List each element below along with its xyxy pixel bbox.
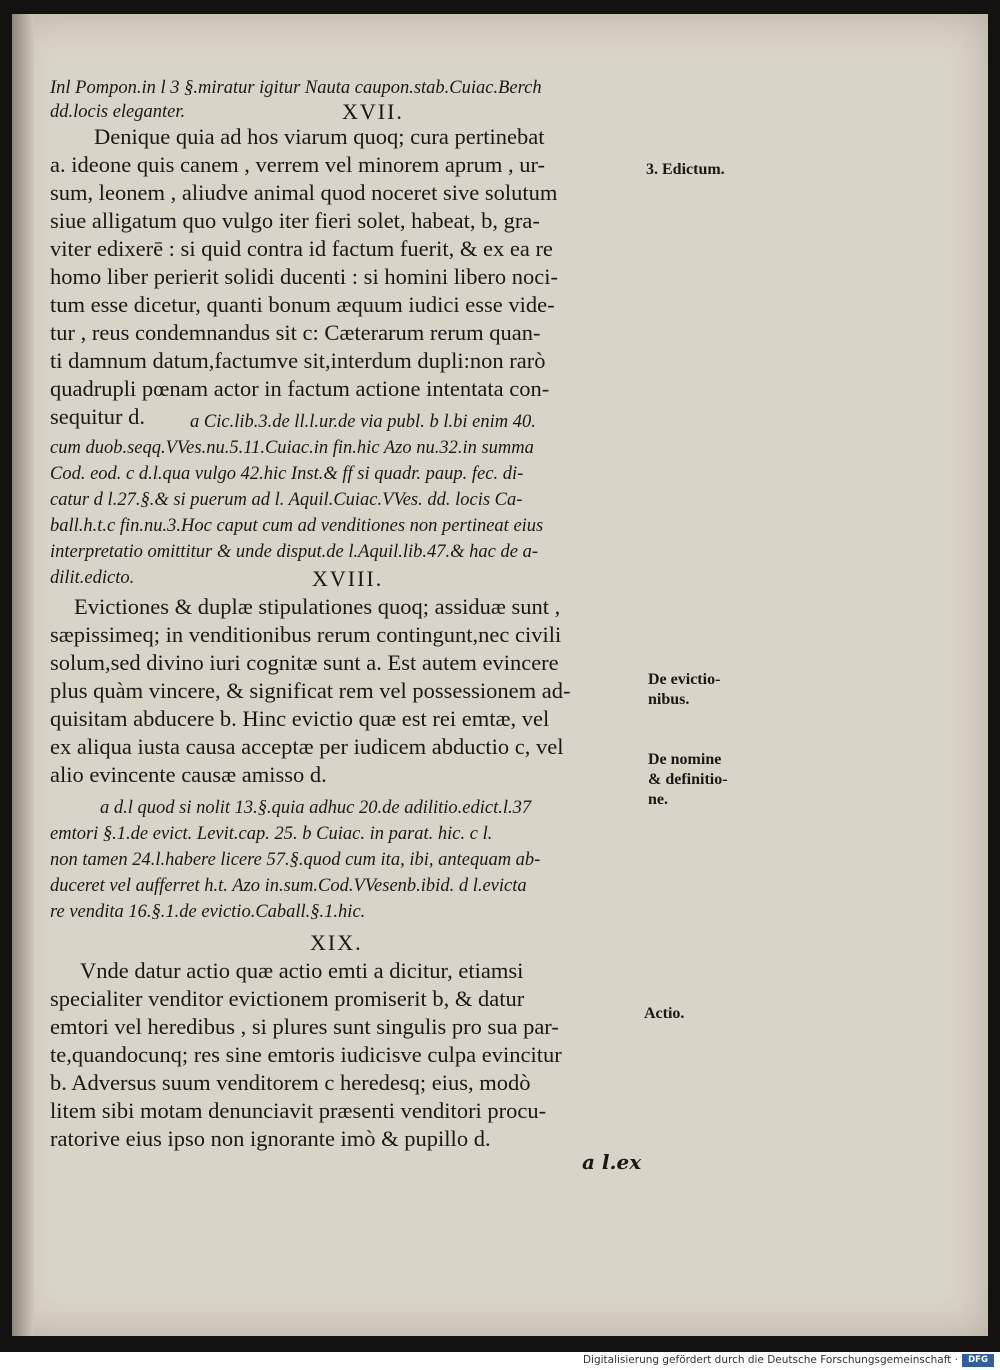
body-line: sequitur d. bbox=[50, 404, 145, 429]
body-line: ex aliqua iusta causa acceptæ per iudicem abductio c, vel bbox=[50, 734, 564, 759]
body-line: quisitam abducere b. Hinc evictio quæ est rei emtæ, vel bbox=[50, 706, 550, 731]
body-line: emtori vel heredibus , si plures sunt singulis pro sua par- bbox=[50, 1014, 559, 1039]
margin-note-nomine: De nomine & definitio- ne. bbox=[648, 751, 728, 808]
body-line: Vnde datur actio quæ actio emti a dicitur, etiamsi bbox=[80, 958, 524, 983]
body-line: solum,sed divino iuri cognitæ sunt a. Est autem evincere bbox=[50, 650, 559, 675]
footnote-line: duceret vel aufferret h.t. Azo in.sum.Cod.VVesenb.ibid. d l.evicta bbox=[50, 876, 527, 896]
body-line: tum esse dicetur, quanti bonum æquum iudici esse vide- bbox=[50, 292, 555, 317]
margin-note-edictum: 3. Edictum. bbox=[646, 161, 725, 178]
footnote-line: non tamen 24.l.habere licere 57.§.quod cum ita, ibi, antequam ab- bbox=[50, 850, 541, 870]
body-line: b. Adversus suum venditorem c heredesq; eius, modò bbox=[50, 1070, 531, 1095]
margin-note-evictio: De evictio- nibus. bbox=[648, 671, 721, 708]
page-binding-shadow bbox=[12, 14, 34, 1336]
body-line: sum, leonem , aliudve animal quod noceret sive solutum bbox=[50, 180, 558, 205]
margin-note-actio: Actio. bbox=[644, 1005, 685, 1022]
body-line: te,quandocunq; res sine emtoris iudicisve culpa evincitur bbox=[50, 1042, 562, 1067]
section-heading-18: XVIII. bbox=[312, 566, 384, 591]
body-line: sæpissimeq; in venditionibus rerum contingunt,nec civili bbox=[50, 622, 562, 647]
section-heading-19: XIX. bbox=[310, 930, 363, 955]
body-line: ti damnum datum,factumve sit,interdum dupli:non rarò bbox=[50, 348, 546, 373]
body-line: specialiter venditor evictionem promiserit b, & datur bbox=[50, 986, 525, 1011]
footnote-line: cum duob.seqq.VVes.nu.5.11.Cuiac.in fin.hic Azo nu.32.in summa bbox=[50, 438, 534, 458]
footnote-line: a d.l quod si nolit 13.§.quia adhuc 20.de adilitio.edict.l.37 bbox=[100, 798, 532, 818]
catchword: a l.ex bbox=[582, 1150, 642, 1174]
header-note-line: Inl Pompon.in l 3 §.miratur igitur Nauta caupon.stab.Cuiac.Berch bbox=[50, 78, 542, 98]
body-line: alio evincente causæ amisso d. bbox=[50, 762, 327, 787]
body-line: tur , reus condemnandus sit c: Cæterarum rerum quan- bbox=[50, 320, 541, 345]
digitization-footer bbox=[0, 1352, 1000, 1370]
footnote-line: dilit.edicto. bbox=[50, 568, 135, 588]
footnote-line: catur d l.27.§.& si puerum ad l. Aquil.Cuiac.VVes. dd. locis Ca- bbox=[50, 490, 523, 510]
body-line: plus quàm vincere, & significat rem vel possessionem ad- bbox=[50, 678, 571, 703]
header-note-line: dd.locis eleganter. bbox=[50, 102, 186, 122]
body-line: Denique quia ad hos viarum quoq; cura pertinebat bbox=[94, 124, 545, 149]
footnote-line: Cod. eod. c d.l.qua vulgo 42.hic Inst.& ff si quadr. paup. fec. di- bbox=[50, 464, 524, 484]
footnote-line: emtori §.1.de evict. Levit.cap. 25. b Cuiac. in parat. hic. c l. bbox=[50, 824, 493, 844]
body-line: Evictiones & duplæ stipulationes quoq; assiduæ sunt , bbox=[74, 594, 561, 619]
dfg-logo: DFG bbox=[962, 1354, 994, 1367]
body-line: ratorive eius ipso non ignorante imò & pupillo d. bbox=[50, 1126, 491, 1151]
body-line: a. ideone quis canem , verrem vel minorem aprum , ur- bbox=[50, 152, 545, 177]
body-line: homo liber perierit solidi ducenti : si homini libero noci- bbox=[50, 264, 559, 289]
book-page bbox=[12, 14, 988, 1336]
body-line: siue alligatum quo vulgo iter fieri solet, habeat, b, gra- bbox=[50, 208, 540, 233]
footnote-line: ball.h.t.c fin.nu.3.Hoc caput cum ad venditiones non pertineat eius bbox=[50, 516, 544, 536]
funding-credit: Digitalisierung gefördert durch die Deutsche Forschungsgemeinschaft · bbox=[582, 1354, 958, 1366]
footnote-line: re vendita 16.§.1.de evictio.Caball.§.1.hic. bbox=[50, 902, 366, 922]
section-heading-17: XVII. bbox=[342, 99, 404, 124]
body-line: viter edixerē : si quid contra id factum fuerit, & ex ea re bbox=[50, 236, 553, 261]
footnote-line: interpretatio omittitur & unde disput.de l.Aquil.lib.47.& hac de a- bbox=[50, 542, 538, 562]
body-line: quadrupli pœnam actor in factum actione intentata con- bbox=[50, 376, 550, 401]
body-line: litem sibi motam denunciavit præsenti venditori procu- bbox=[50, 1098, 547, 1123]
footnote-line: a Cic.lib.3.de ll.l.ur.de via publ. b l.bi enim 40. bbox=[190, 412, 536, 432]
